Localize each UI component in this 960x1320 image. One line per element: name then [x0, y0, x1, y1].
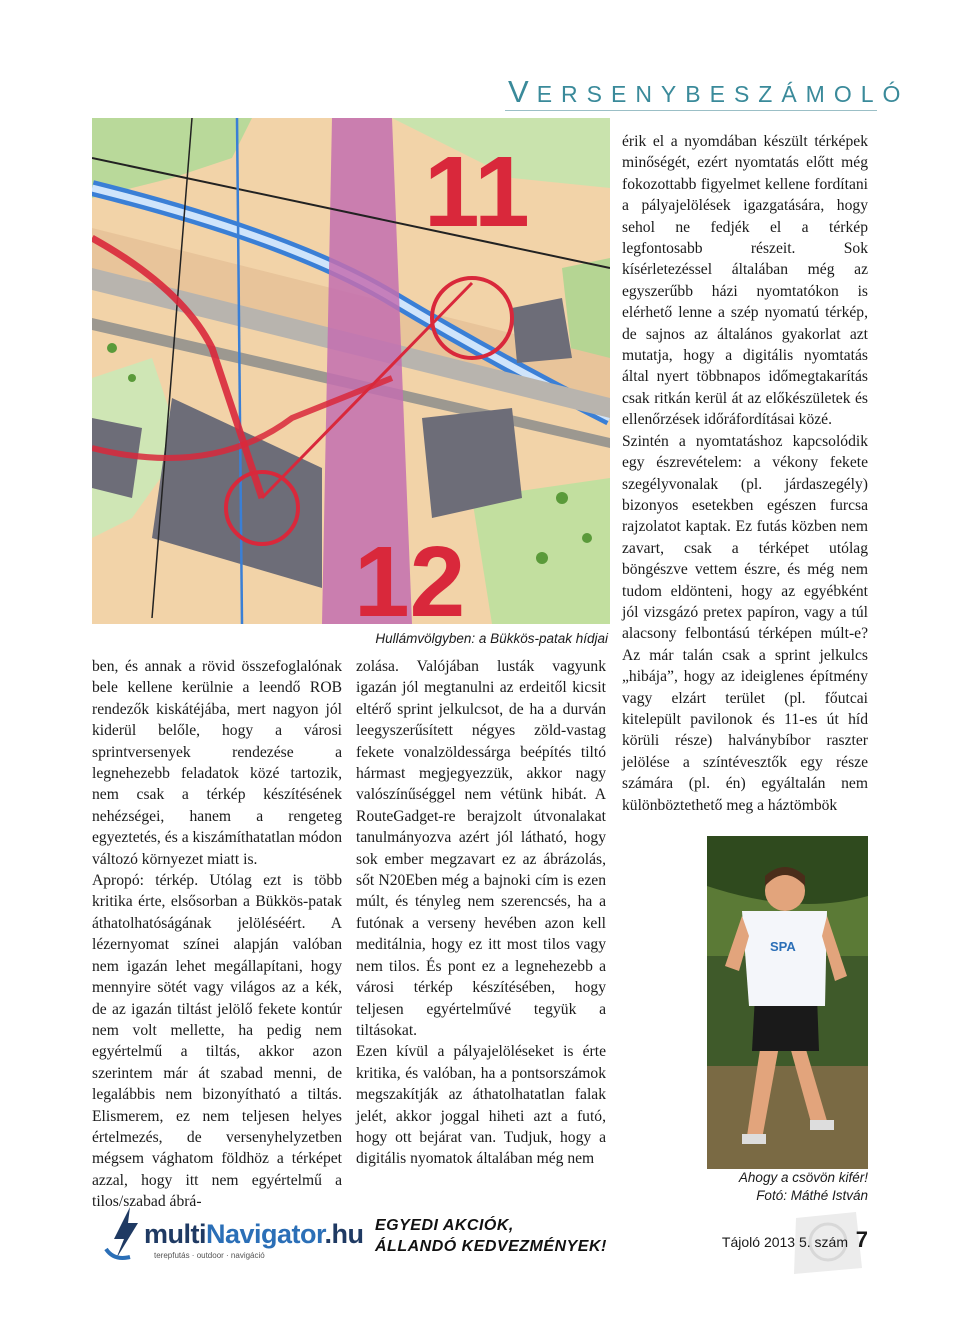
shirt-logo: SPA	[770, 939, 796, 954]
issue-label: Tájoló 2013 5. szám	[721, 1234, 848, 1250]
photo-caption	[700, 1169, 868, 1205]
ad-brand-accent: Navigator	[206, 1219, 325, 1249]
ad-offer-line1: EGYEDI AKCIÓK,	[375, 1217, 514, 1234]
orienteering-map-image	[92, 118, 610, 624]
article-column-right	[622, 131, 868, 816]
section-title-rest: ERSENYBESZÁMOLÓ	[536, 81, 910, 107]
section-title-rule	[505, 110, 877, 111]
section-title	[508, 74, 910, 110]
ad-offer-line2: ÁLLANDÓ KEDVEZMÉNYEK!	[375, 1238, 607, 1255]
map-caption: Hullámvölgyben: a Bükkös-patak hídjai	[375, 631, 608, 646]
control-number-11: 11	[424, 136, 530, 248]
ad-brand-logo	[144, 1219, 364, 1250]
paragraph: érik el a nyomdában készült térképek minőségét, ezért nyomtatás előtt még fokozottabb figyelmet kellene fordítani a pályajelölések igazgatására, hogy sehol ne fedjék el a térkép legfontosabb részeit. Sok kísérletezéssel általában még az egyszerűbb házi nyomtatókon is elérhető lenne a szép nyomatú térkép, de sajnos az általános gyakorlat azt mutatja, hogy a digitális nyomtatás által nyert többnapos időmegtakarítás csak ritkán kerül át az előkészületek és ellenőrzések időráfordításai közé.	[622, 133, 868, 429]
section-title-initial: V	[508, 74, 537, 109]
page-number: 7	[855, 1227, 868, 1252]
ad-banner[interactable]	[92, 1205, 622, 1273]
page-footer	[696, 1226, 876, 1266]
ad-offer	[375, 1215, 607, 1257]
paragraph: Apropó: térkép. Utólag ezt is több kritika érte, elsősorban a Bükkös-patak áthatolhatóságának jelöléséért. A lézernyomat színei alapján valóban nem igazán lehet megállapítani, hogy mennyire sötét vagy világos az a kék, de az igazán tiltást jelölő fekete kontúr nem volt mellette, ha pedig nem egyértelmű a tiltás, akkor azon szerintem már át szabad menni, de legalábbis nem bizonyítható a tiltás. Elismerem, ez nem teljesen helyes értelmezés, de versenyhelyzetben mégsem vághatom földhöz a térképet azzal, hogy itt nem egyértelmű a tilos/szabad ábrá-	[92, 872, 342, 1211]
ad-brand-main: multi	[144, 1219, 206, 1249]
photo-caption-title: Ahogy a csövön kifér!	[738, 1170, 868, 1185]
photo-credit: Fotó: Máthé István	[756, 1188, 868, 1203]
article-column-middle	[356, 656, 606, 1170]
control-number-12: 12	[354, 526, 466, 624]
compass-cursor-icon	[102, 1205, 146, 1261]
ad-tagline: terepfutás · outdoor · navigáció	[154, 1251, 265, 1260]
paragraph: Szintén a nyomtatáshoz kapcsolódik egy észrevételem: a vékony fekete szegélyvonalak (pl. járdaszegély) bizonyos esetekben egészen furcsa rajzolatot kaptak. Ez futás közben nem zavart, csak a térképet utólag böngészve vettem észre, és még nem tudom eldönteni, hogy az egyébként jól vizsgázó pretex papíron, vagy a túl alacsony felbontású térképen múlt-e? Az már talán csak a sprint jelkulcs „hibája”, hogy az ideiglenes építmény vagy elzárt terület (pl. főutcai kitelepült pavilonok és 11-es út híd körüli része) halványbíbor raszter jelölése a színtévesztők egy része számára (pl. én) egyáltalán nem különböztethető meg a háztömbök	[622, 432, 868, 814]
runner-photo	[707, 836, 868, 1169]
paragraph: zolása. Valójában lusták vagyunk igazán jól megtanulni az erdeitől kicsit eltérő sprint jelkulcsot, de ha a durván leegyszerűsített négyes zöld-vastag fekete vonalzöldessárga beépítés tiltó hármast megjegyezzük, akkor nagy valószínűséggel nem vétünk hibát. A RouteGadget-re berajzolt útvonalakat tanulmányozva azért jól látható, hogy sok ember megzavart ez az ábrázolás, sőt N20Eben még a bajnoki cím is ezen múlt, és tényleg nem szerencsés, ha a futónak a verseny hevében azon kell meditálnia, hogy ez itt most tilos vagy nem tilos. És pont ez a legnehezebb a városi térkép készítésében, hogy teljesen egyértelművé tegyük a tiltásokat.	[356, 658, 606, 1039]
ad-brand-tld: .hu	[324, 1219, 364, 1249]
paragraph: Ezen kívül a pályajelöléseket is érte kritika, és valóban, ha a pontsorszámok megszakítják az áthatolhatatlan falak jelét, akkor joggal hiheti azt a futó, hogy ott bejárat van. Tudjuk, hogy a digitális nyomatok általában még nem	[356, 1043, 606, 1168]
paragraph: ben, és annak a rövid összefoglalónak bele kellene kerülnie a leendő ROB rendezők kiskátéjába, mert nagyon jól kiderül belőle, hogy a városi sprintversenyek rendezése a legnehezebb feladatok közé tartozik, nem csak a térkép készítésének nehézségei, hanem a rengeteg egyeztetés, és a kiszámíthatatlan módon változó környezet miatt is.	[92, 658, 342, 868]
article-column-left	[92, 656, 342, 1213]
